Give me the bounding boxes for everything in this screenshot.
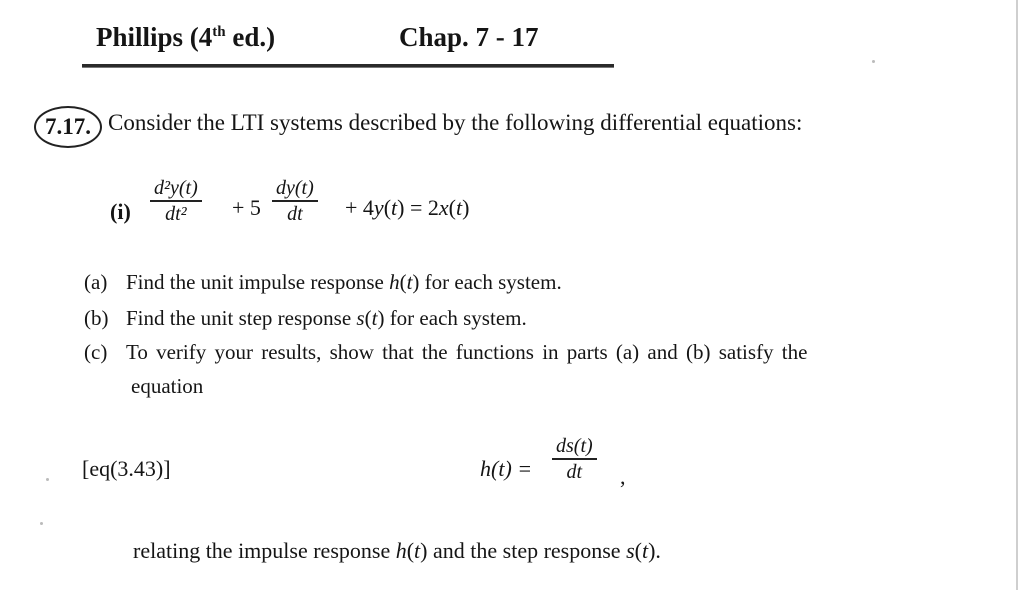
relation-lhs: h(t) = [480,456,533,481]
fraction-first-derivative [272,176,318,226]
header-rule [82,64,614,68]
problem-number: 7.17. [34,106,102,148]
problem-intro: Consider the LTI systems described by the following differential equations: [108,110,803,135]
part-label: (c) [84,340,108,364]
part-a: (a) Find the unit impulse response h(t) for each system. [84,270,562,294]
equation-remainder: + 4y(t) = 2x(t) [345,195,470,220]
scan-speck [40,522,43,525]
fraction-second-derivative [150,176,202,226]
equation-plus-five: + 5 [232,195,261,220]
fraction-numerator: dy(t) [276,177,314,199]
fraction-denominator: dt [566,460,583,483]
fraction-denominator: dt [287,202,303,225]
closing-sentence: relating the impulse response h(t) and the step response s(t). [133,538,661,563]
equation-reference: [eq(3.43)] [82,456,171,481]
part-b: (b) Find the unit step response s(t) for each system. [84,306,527,330]
fraction-ds-dt [552,434,597,484]
part-label: (b) [84,306,109,330]
fraction-denominator: dt² [165,202,187,225]
part-c-continuation: equation [131,374,204,398]
part-c: (c) To verify your results, show that the functions in parts (a) and (b) satisfy the [84,340,808,364]
page-edge [1016,0,1018,590]
fraction-numerator: ds(t) [556,435,593,457]
scan-speck [872,60,875,63]
book-title: Phillips (4th ed.) [96,22,276,52]
part-label: (a) [84,270,108,294]
chapter-label: Chap. 7 - 17 [399,22,539,52]
relation-comma: , [620,464,626,489]
scan-speck [46,478,49,481]
fraction-numerator: d²y(t) [154,177,198,199]
equation-label: (i) [110,199,131,224]
